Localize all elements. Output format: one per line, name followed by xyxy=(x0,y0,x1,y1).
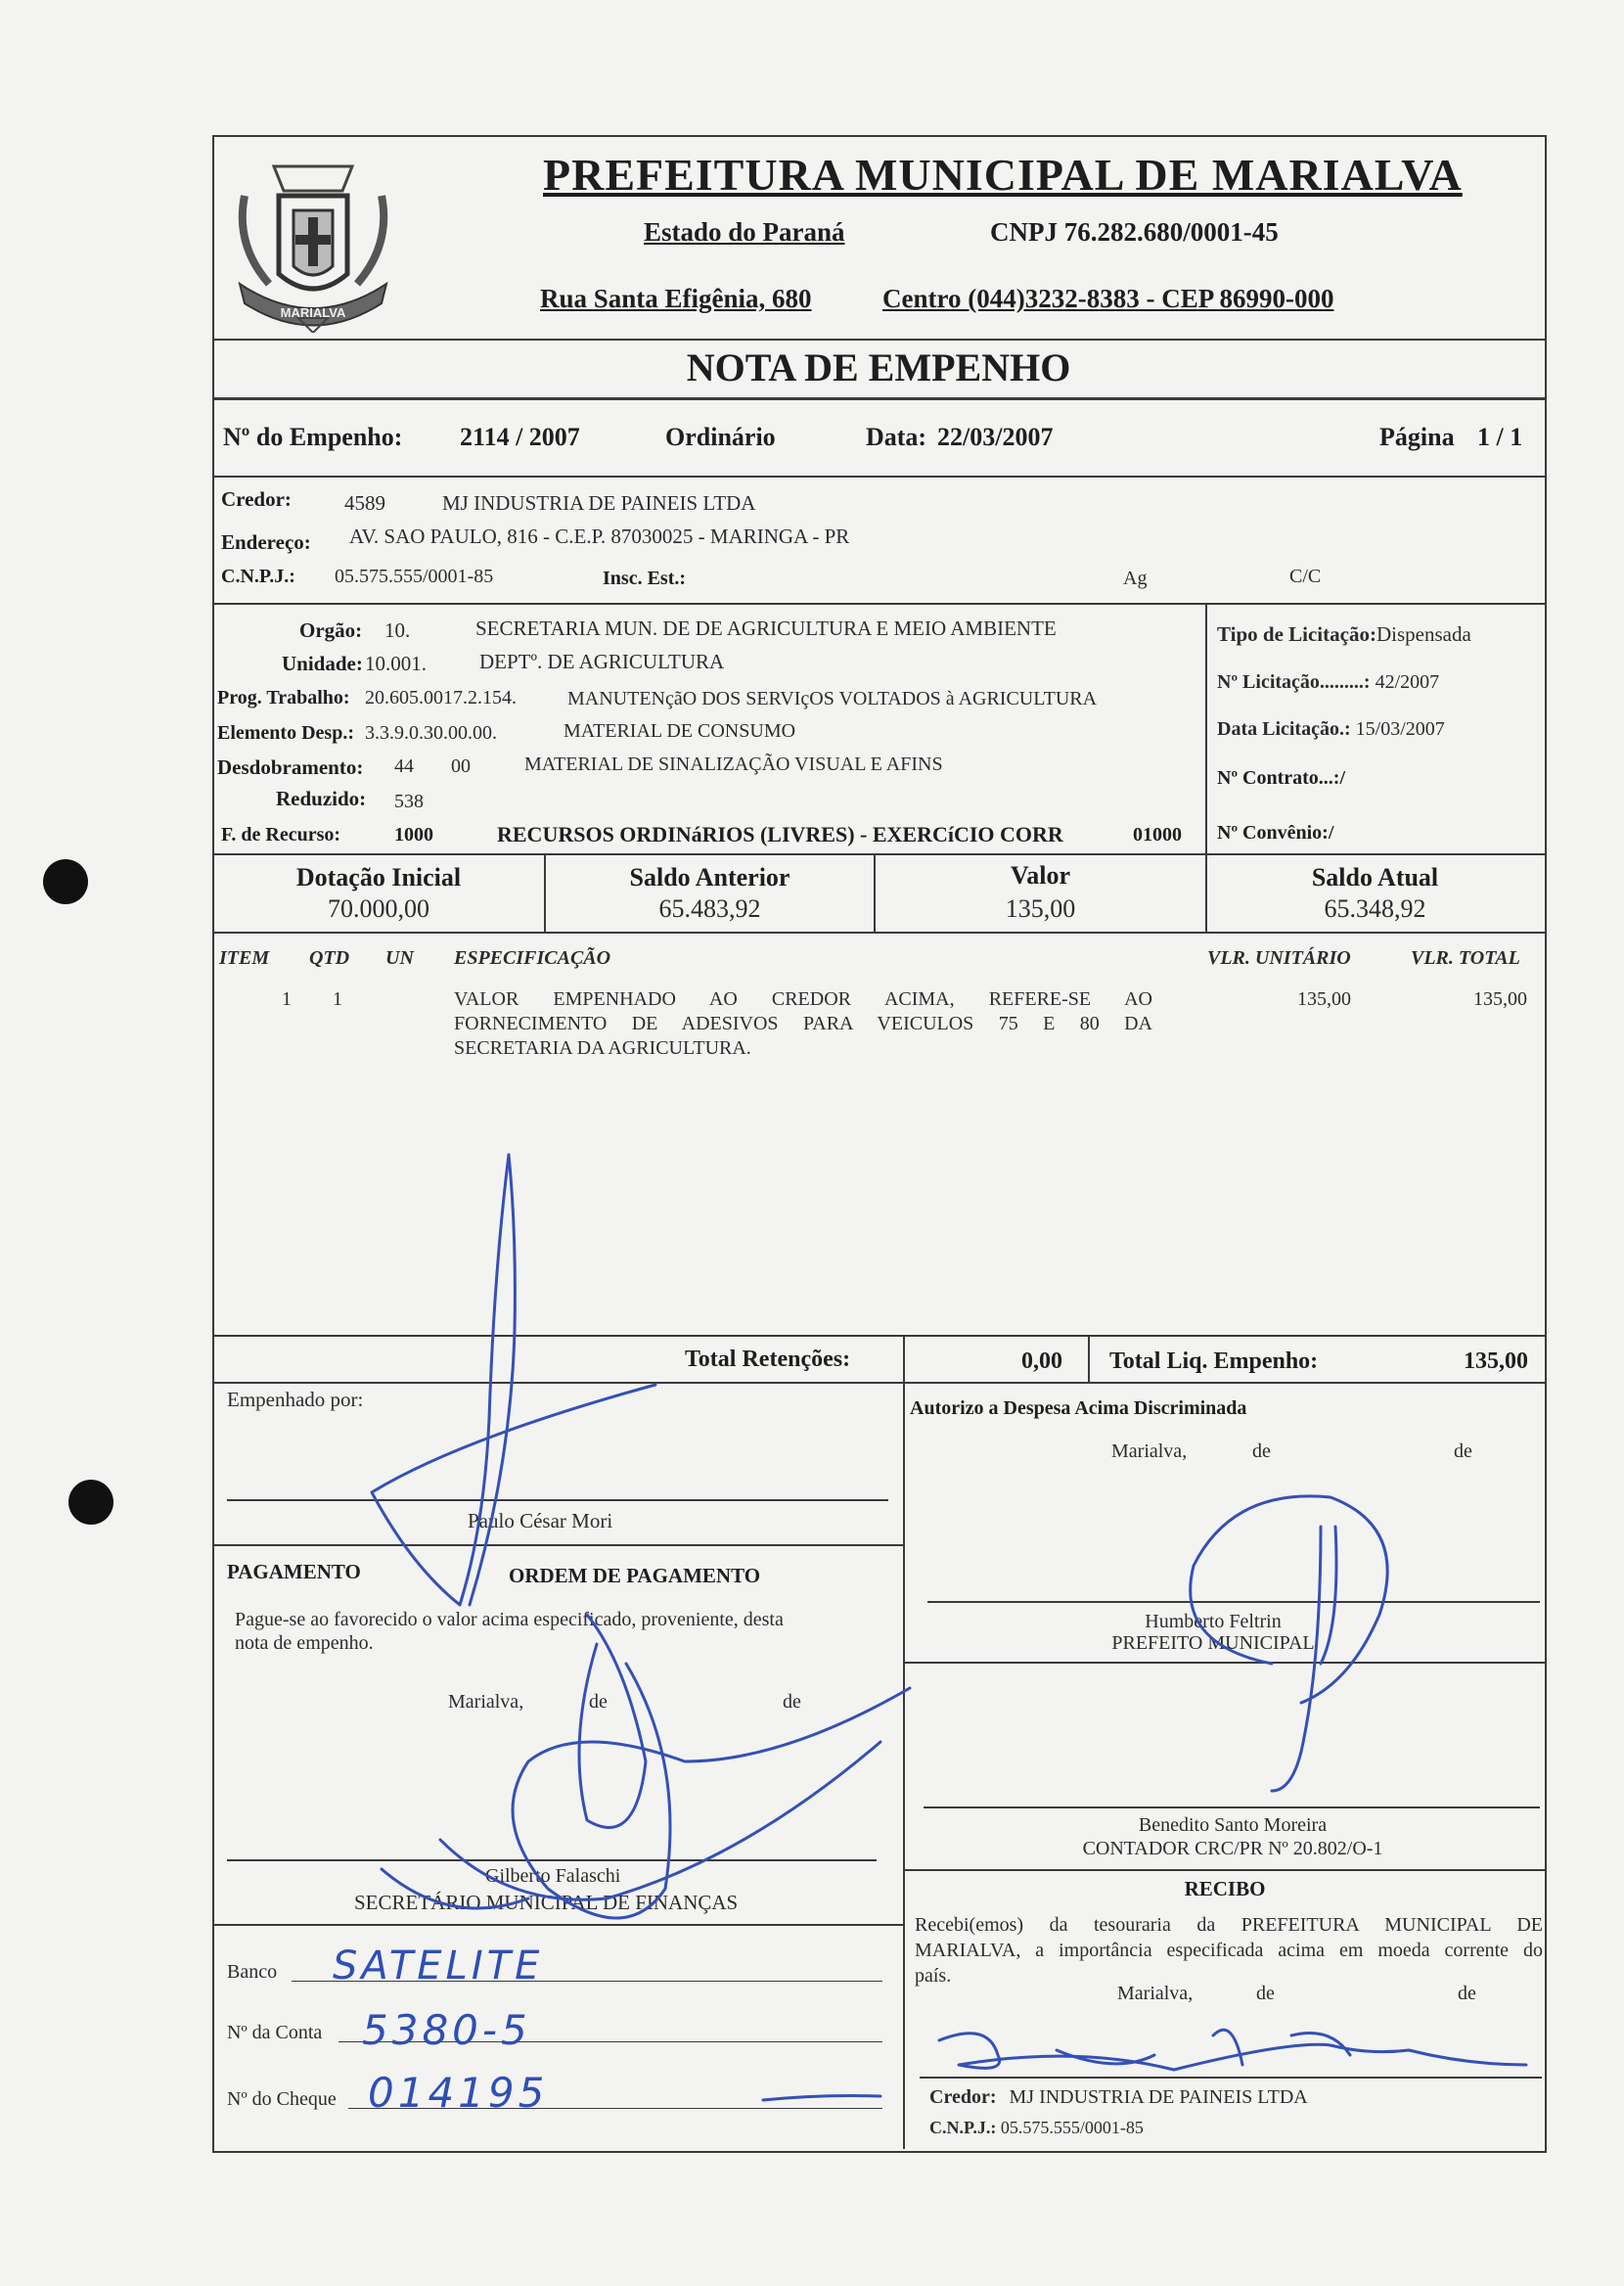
cheque-label: Nº do Cheque xyxy=(227,2088,337,2110)
col-header-item: ITEM xyxy=(219,947,270,969)
recibo-text-line: MARIALVA, a importância especificada acima em moeda corrente do xyxy=(915,1940,1543,1961)
municipality-title: PREFEITURA MUNICIPAL DE MARIALVA xyxy=(543,150,1463,200)
retencoes-value: 0,00 xyxy=(1021,1349,1062,1374)
row-total-value: 135,00 xyxy=(1473,988,1527,1010)
page-label: Página xyxy=(1379,423,1455,451)
unidade-label: Unidade: xyxy=(282,652,363,675)
orgao-desc: SECRETARIA MUN. DE DE AGRICULTURA E MEIO AMBIENTE xyxy=(475,617,1057,640)
licitacao-date-value: 15/03/2007 xyxy=(1355,718,1445,740)
district-phone-cep: Centro (044)3232-8383 - CEP 86990-000 xyxy=(882,284,1334,313)
liq-empenho-label: Total Liq. Empenho: xyxy=(1109,1349,1319,1374)
recibo-city: Marialva, xyxy=(1117,1983,1194,2004)
retencoes-label: Total Retenções: xyxy=(685,1347,851,1372)
dotacao-inicial-value: 70.000,00 xyxy=(328,894,429,923)
creditor-cnpj-label: C.N.P.J.: xyxy=(221,566,295,587)
empenho-type: Ordinário xyxy=(665,423,776,451)
unidade-code: 10.001. xyxy=(365,652,427,675)
reduzido-value: 538 xyxy=(394,791,424,812)
contador-name: Benedito Santo Moreira xyxy=(1138,1814,1328,1836)
conta-value: 5380-5 xyxy=(362,2006,531,2054)
col-header-spec: ESPECIFICAÇÃO xyxy=(454,947,611,969)
creditor-name: MJ INDUSTRIA DE PAINEIS LTDA xyxy=(442,491,756,515)
row-spec-line: FORNECIMENTO DE ADESIVOS PARA VEICULOS 75 E 80 DA xyxy=(454,1013,1152,1034)
cheque-value: 014195 xyxy=(368,2069,549,2117)
desdobramento-code2: 00 xyxy=(451,755,471,777)
secretario-title: SECRETÁRIO MUNICIPAL DE FINANÇAS xyxy=(354,1891,739,1914)
recibo-text-line: Recebi(emos) da tesouraria da PREFEITURA MUNICIPAL DE xyxy=(915,1914,1543,1936)
saldo-atual-label: Saldo Atual xyxy=(1311,863,1439,892)
recibo-title: RECIBO xyxy=(1184,1877,1266,1900)
empenhado-por-label: Empenhado por: xyxy=(227,1388,364,1411)
saldo-anterior-value: 65.483,92 xyxy=(658,894,761,923)
creditor-cnpj: 05.575.555/0001-85 xyxy=(335,566,494,587)
creditor-address: AV. SAO PAULO, 816 - C.E.P. 87030025 - MARINGA - PR xyxy=(349,525,850,548)
convenio-label: Nº Convênio:/ xyxy=(1217,822,1334,844)
col-header-qtd: QTD xyxy=(309,947,350,969)
ag-label: Ag xyxy=(1123,568,1148,589)
prog-trabalho-desc: MANUTENçãO DOS SERVIçOS VOLTADOS à AGRICULTURA xyxy=(567,688,1098,709)
empenho-date-label: Data: xyxy=(866,423,927,451)
address-label: Endereço: xyxy=(221,530,311,554)
valor-value: 135,00 xyxy=(1005,894,1076,923)
empenhado-por-name: Paulo César Mori xyxy=(468,1509,613,1532)
licitacao-date-label: Data Licitação.: xyxy=(1217,718,1351,740)
desdobramento-desc: MATERIAL DE SINALIZAÇÃO VISUAL E AFINS xyxy=(524,754,943,775)
row-qtd: 1 xyxy=(333,988,342,1010)
empenho-number-label: Nº do Empenho: xyxy=(223,423,403,451)
prog-trabalho-code: 20.605.0017.2.154. xyxy=(365,687,517,709)
row-spec-line: VALOR EMPENHADO AO CREDOR ACIMA, REFERE-SE AO xyxy=(454,988,1152,1010)
street-address: Rua Santa Efigênia, 680 xyxy=(540,284,812,313)
fonte-recurso-desc: RECURSOS ORDINáRIOS (LIVRES) - EXERCíCIO CORR xyxy=(497,822,1063,846)
orgao-code: 10. xyxy=(384,618,411,642)
autorizo-city: Marialva, xyxy=(1111,1440,1188,1462)
ordem-de: de xyxy=(783,1691,801,1713)
conta-label: Nº da Conta xyxy=(227,2022,323,2043)
recibo-credor-label: Credor: xyxy=(929,2086,997,2108)
ordem-city: Marialva, xyxy=(448,1691,524,1713)
licitacao-number-value: 42/2007 xyxy=(1375,671,1440,693)
dotacao-inicial-label: Dotação Inicial xyxy=(295,863,462,892)
col-header-un: UN xyxy=(385,947,414,969)
liq-empenho-value: 135,00 xyxy=(1464,1349,1528,1374)
unidade-desc: DEPTº. DE AGRICULTURA xyxy=(479,650,725,673)
header-cnpj: CNPJ 76.282.680/0001-45 xyxy=(990,217,1279,247)
col-header-unit-value: VLR. UNITÁRIO xyxy=(1207,947,1351,969)
pague-text-line: Pague-se ao favorecido o valor acima especificado, proveniente, desta xyxy=(235,1609,784,1630)
secretario-name: Gilberto Falaschi xyxy=(485,1865,621,1887)
row-item: 1 xyxy=(282,988,292,1010)
prefeito-title: PREFEITO MUNICIPAL xyxy=(1111,1632,1315,1654)
reduzido-label: Reduzido: xyxy=(276,787,367,810)
logo-text: MARIALVA xyxy=(280,305,346,320)
pague-text-line: nota de empenho. xyxy=(235,1632,374,1654)
autorizo-de: de xyxy=(1252,1440,1271,1462)
ordem-pagamento-label: ORDEM DE PAGAMENTO xyxy=(509,1564,761,1587)
fonte-recurso-code: 1000 xyxy=(394,824,433,846)
empenho-number: 2114 / 2007 xyxy=(460,423,580,451)
recibo-cnpj-label: C.N.P.J.: xyxy=(929,2118,997,2137)
pagamento-label: PAGAMENTO xyxy=(227,1560,361,1583)
elemento-desc: MATERIAL DE CONSUMO xyxy=(564,720,796,742)
state-name: Estado do Paraná xyxy=(644,217,845,247)
contador-title: CONTADOR CRC/PR Nº 20.802/O-1 xyxy=(1082,1838,1383,1859)
banco-label: Banco xyxy=(227,1961,278,1983)
licitacao-type-value: Dispensada xyxy=(1376,622,1471,646)
insc-est-label: Insc. Est.: xyxy=(603,568,687,589)
autorizo-de: de xyxy=(1454,1440,1472,1462)
autorizo-label: Autorizo a Despesa Acima Discriminada xyxy=(910,1397,1247,1419)
desdobramento-code1: 44 xyxy=(394,755,414,777)
col-header-total-value: VLR. TOTAL xyxy=(1411,947,1520,969)
recibo-cnpj-value: 05.575.555/0001-85 xyxy=(1000,2118,1144,2137)
saldo-atual-value: 65.348,92 xyxy=(1324,894,1426,923)
ordem-de: de xyxy=(589,1691,608,1713)
recibo-text-line: país. xyxy=(915,1965,952,1987)
page-number: 1 / 1 xyxy=(1477,423,1523,451)
orgao-label: Orgão: xyxy=(299,618,363,642)
saldo-anterior-label: Saldo Anterior xyxy=(629,863,790,892)
empenho-date: 22/03/2007 xyxy=(937,423,1054,451)
valor-label: Valor xyxy=(1010,861,1071,890)
desdobramento-label: Desdobramento: xyxy=(217,755,364,779)
creditor-code: 4589 xyxy=(344,491,385,515)
licitacao-type-label: Tipo de Licitação: xyxy=(1217,622,1376,646)
recibo-de: de xyxy=(1256,1983,1275,2004)
fonte-recurso-label: F. de Recurso: xyxy=(221,824,341,846)
banco-value: SATELITE xyxy=(333,1943,544,1989)
prog-trabalho-label: Prog. Trabalho: xyxy=(217,687,350,709)
prefeito-name: Humberto Feltrin xyxy=(1145,1611,1282,1632)
elemento-code: 3.3.9.0.30.00.00. xyxy=(365,722,497,744)
recibo-credor-name: MJ INDUSTRIA DE PAINEIS LTDA xyxy=(1009,2086,1308,2108)
row-unit-value: 135,00 xyxy=(1297,988,1351,1010)
licitacao-number-label: Nº Licitação.........: xyxy=(1217,671,1371,693)
elemento-label: Elemento Desp.: xyxy=(217,722,354,744)
row-spec-line: SECRETARIA DA AGRICULTURA. xyxy=(454,1037,751,1059)
creditor-label: Credor: xyxy=(221,487,292,511)
cc-label: C/C xyxy=(1289,566,1322,587)
document-title: NOTA DE EMPENHO xyxy=(686,345,1071,389)
recibo-de: de xyxy=(1458,1983,1476,2004)
fonte-recurso-code2: 01000 xyxy=(1133,824,1182,846)
contrato-label: Nº Contrato...:/ xyxy=(1217,767,1346,789)
